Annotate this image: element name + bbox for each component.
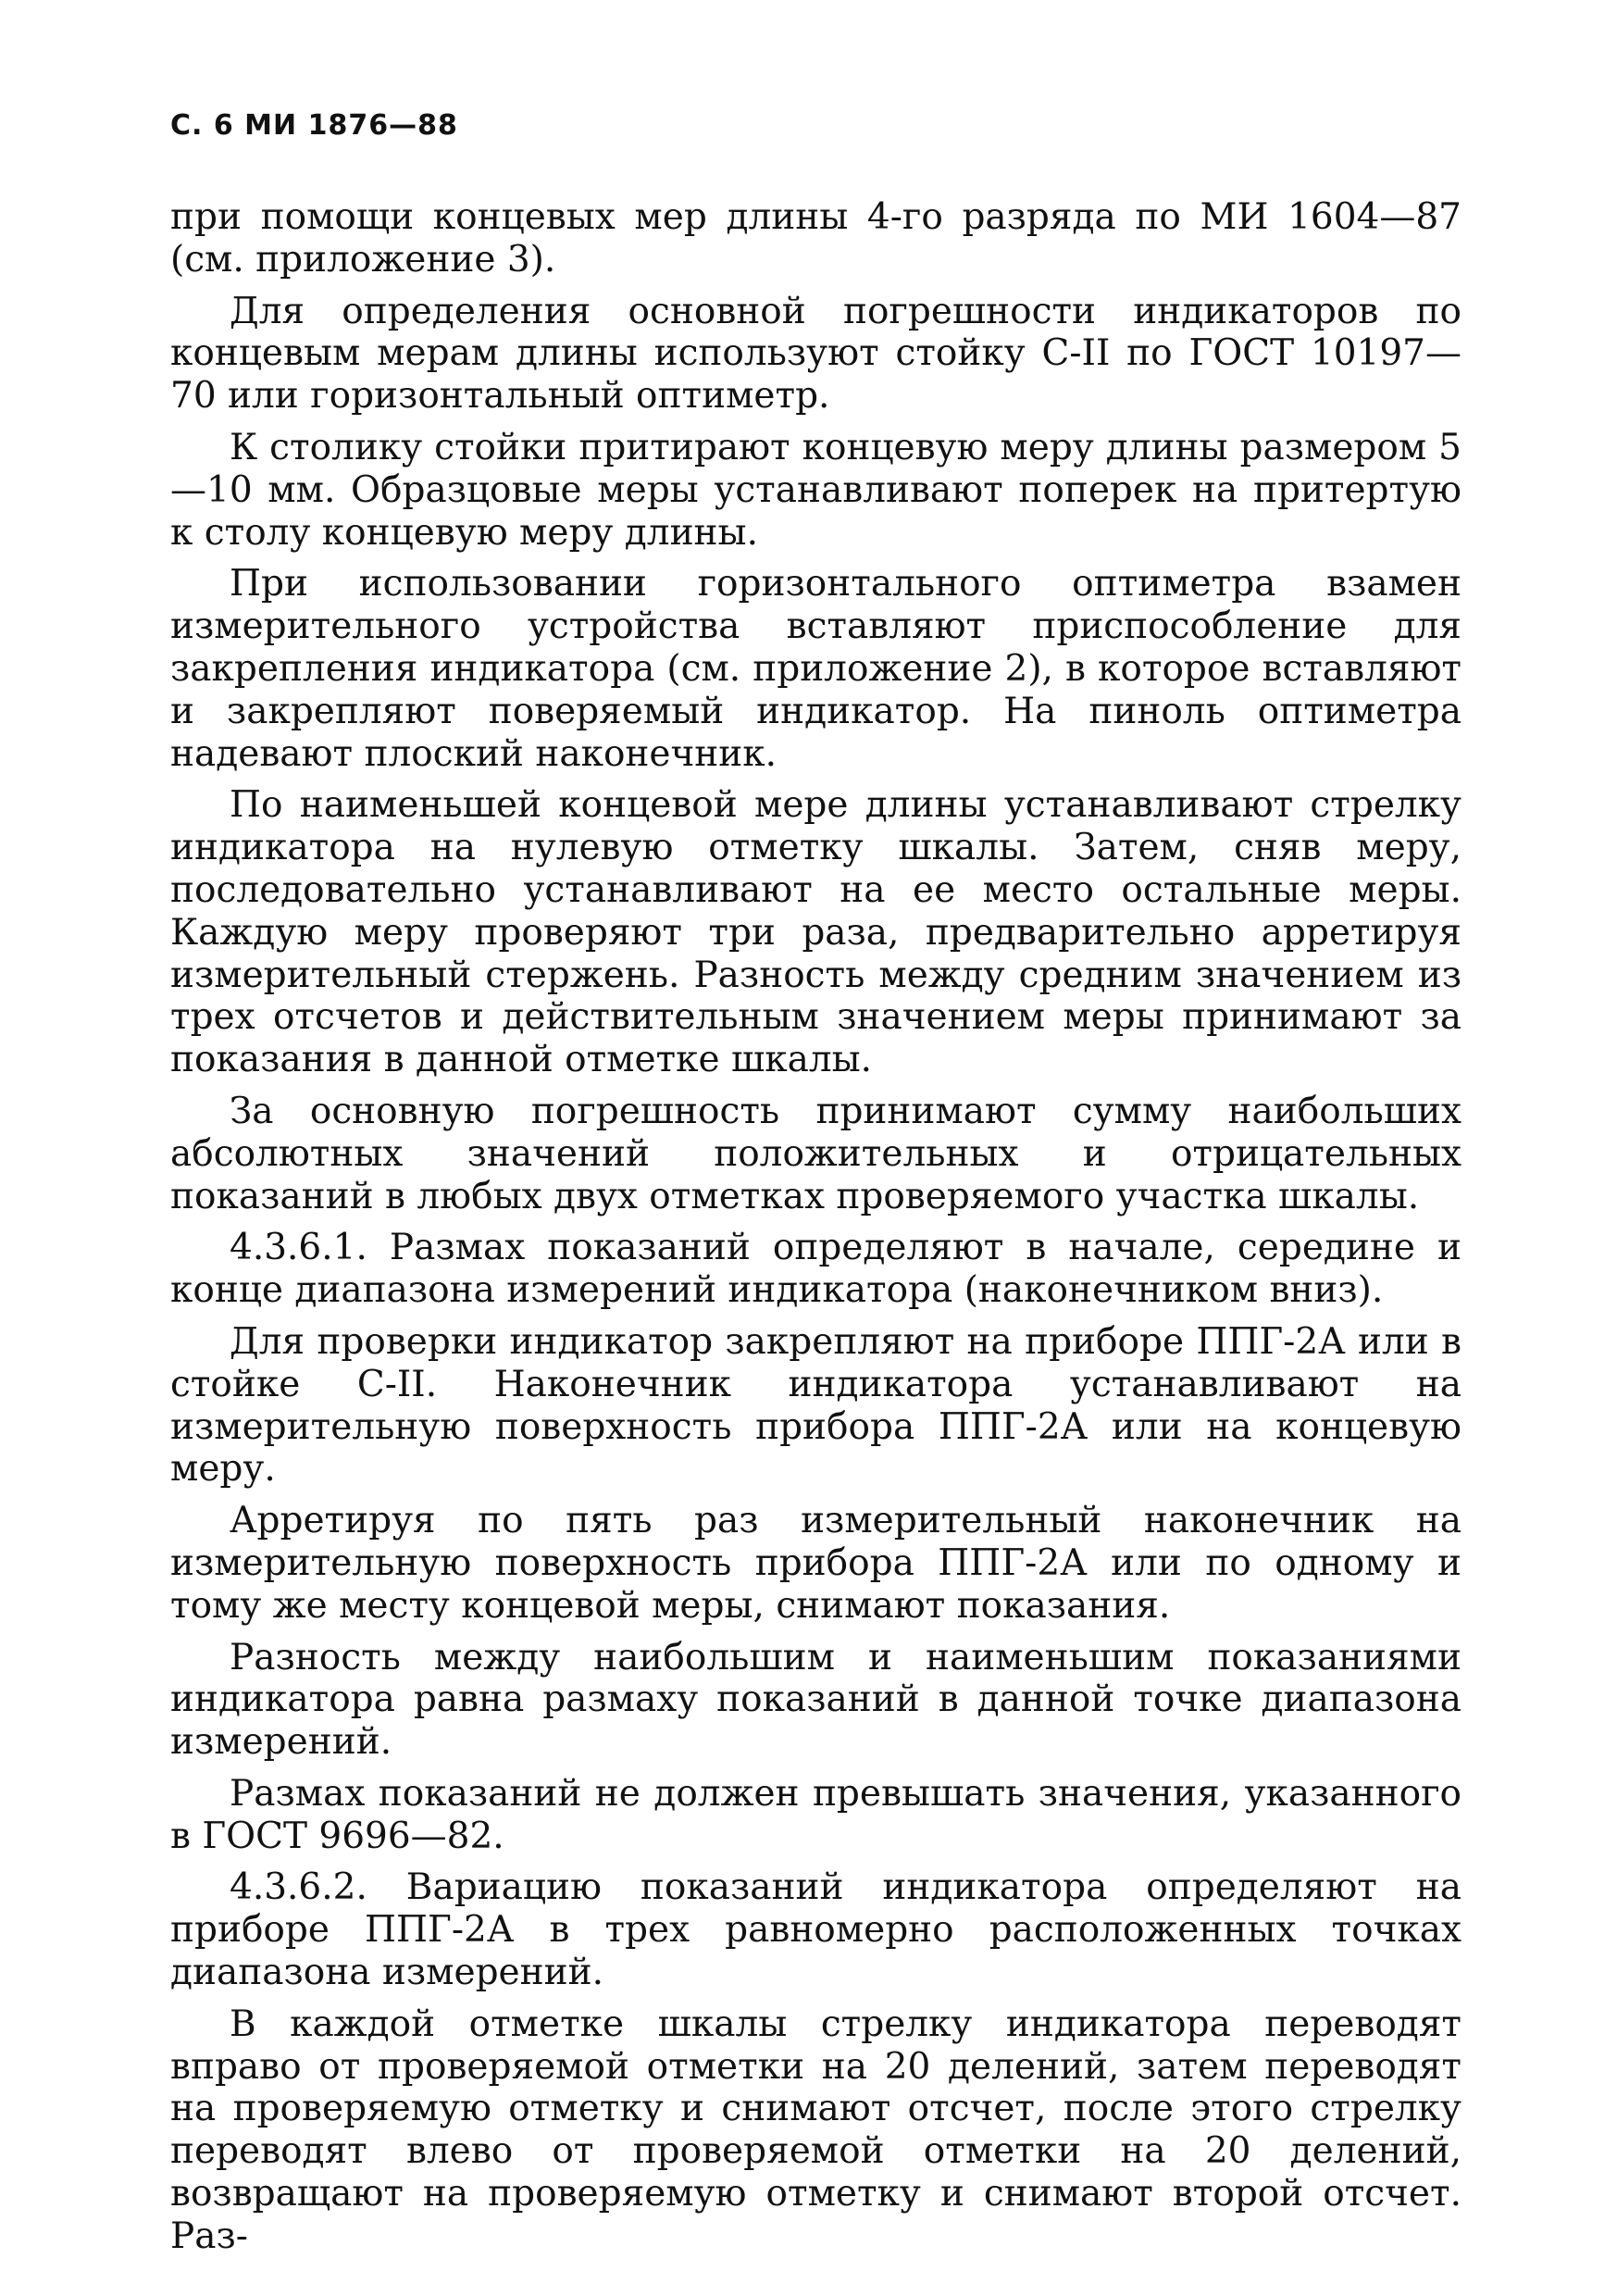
paragraph-variation-procedure: В каждой отметке шкалы стрелку индикатора переводят вправо от проверяемой отметки на 20 делений, затем переводят на проверяемую отметку и снимают отсчет, после этого стрелку переводят влево от проверяемой отметки на 20 делений, возвращают на проверяемую отметку и снимают второй отсчет. Раз- xyxy=(170,2003,1462,2257)
paragraph-range-limit: Размах показаний не должен превышать значения, указанного в ГОСТ 9696—82. xyxy=(170,1772,1462,1857)
paragraph-section-4-3-6-1: 4.3.6.1. Размах показаний определяют в начале, середине и конце диапазона измерений индикатора (наконечником вниз). xyxy=(170,1227,1462,1312)
paragraph-section-4-3-6-2: 4.3.6.2. Вариацию показаний индикатора определяют на приборе ППГ-2А в трех равномерно расположенных точках диапазона измерений. xyxy=(170,1866,1462,1994)
paragraph-basic-error-definition: За основную погрешность принимают сумму наибольших абсолютных значений положительных и отрицательных показаний в любых двух отметках проверяемого участка шкалы. xyxy=(170,1090,1462,1217)
paragraph-arresting: Арретируя по пять раз измерительный наконечник на измерительную поверхность прибора ППГ-2А или по одному и тому же месту концевой меры, снимают показания. xyxy=(170,1500,1462,1627)
paragraph-basic-error-setup: Для определения основной погрешности индикаторов по концевым мерам длины используют стойку С-II по ГОСТ 10197—70 или горизонтальный оптиметр. xyxy=(170,290,1462,418)
paragraph-range-difference: Разность между наибольшим и наименьшим показаниями индикатора равна размаху показаний в данной точке диапазона измерений. xyxy=(170,1636,1462,1764)
document-body xyxy=(170,196,1462,2267)
paragraph-stand-table: К столику стойки притирают концевую меру длины размером 5—10 мм. Образцовые меры устанавливают поперек на притертую к столу концевую меру длины. xyxy=(170,426,1462,554)
paragraph-horizontal-optimeter: При использовании горизонтального оптиметра взамен измерительного устройства вставляют приспособление для закрепления индикатора (см. приложение 2), в которое вставляют и закрепляют поверяемый индикатор. На пиноль оптиметра надевают плоский наконечник. xyxy=(170,563,1462,775)
paragraph-continuation: при помощи концевых мер длины 4-го разряда по МИ 1604—87 (см. приложение 3). xyxy=(170,196,1462,281)
paragraph-mounting: Для проверки индикатор закрепляют на приборе ППГ-2А или в стойке С-II. Наконечник индикатора устанавливают на измерительную поверхность прибора ППГ-2А или на концевую меру. xyxy=(170,1320,1462,1491)
page-header: С. 6 МИ 1876—88 xyxy=(170,109,458,142)
paragraph-zero-setting: По наименьшей концевой мере длины устанавливают стрелку индикатора на нулевую отметку шкалы. Затем, сняв меру, последовательно устанавливают на ее место остальные меры. Каждую меру проверяют три раза, предварительно арретируя измерительный стержень. Разность между средним значением из трех отсчетов и действительным значением меры принимают за показания в данной отметке шкалы. xyxy=(170,784,1462,1081)
